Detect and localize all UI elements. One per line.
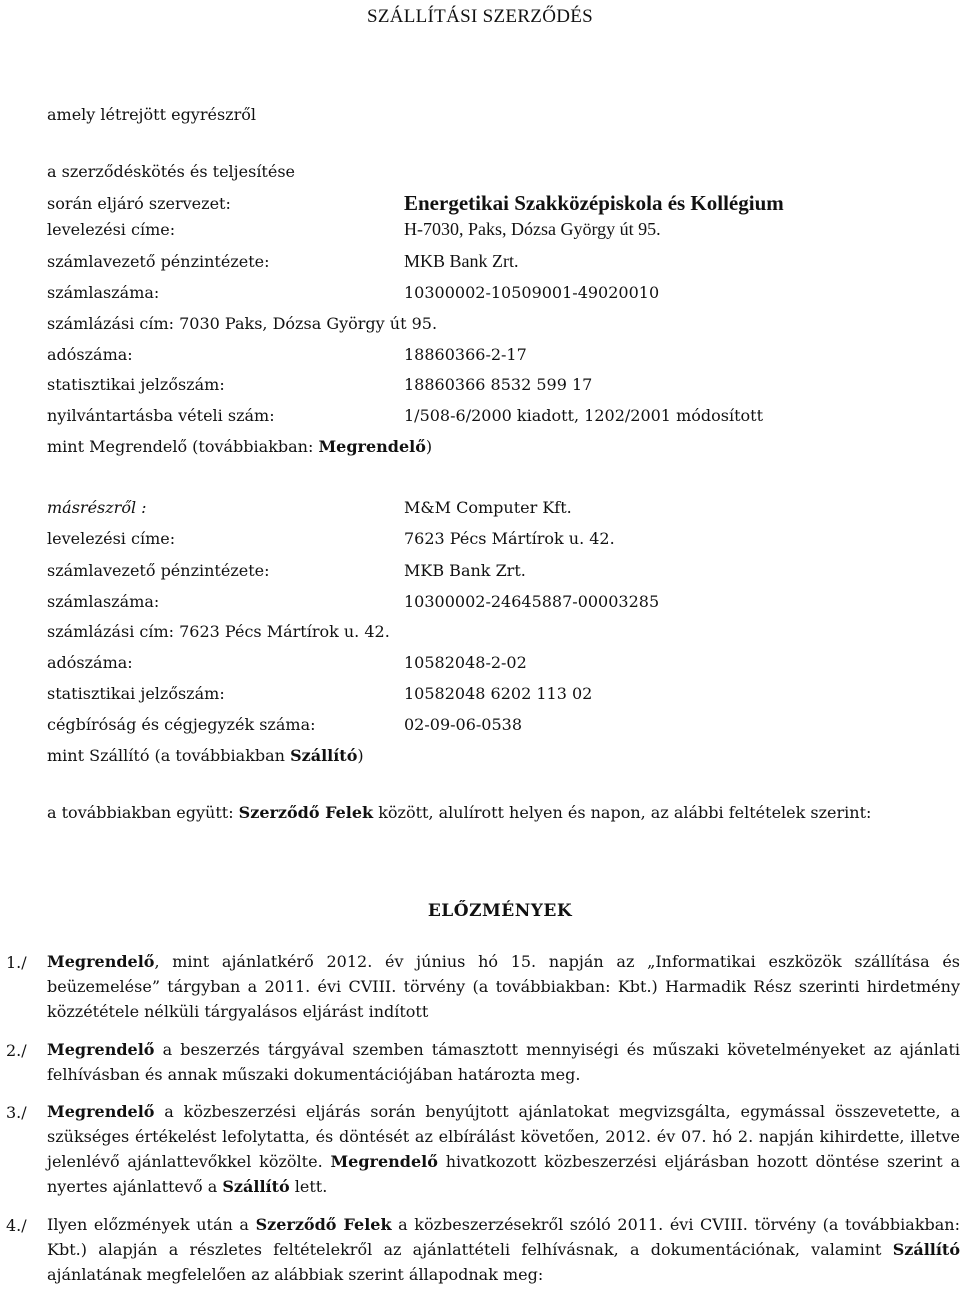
seller-stat: 10582048 6202 113 02 (404, 684, 593, 703)
seller-billing-address: számlázási cím: 7623 Pécs Mártírok u. 42. (47, 622, 390, 641)
designation-name: Megrendelő (318, 437, 426, 456)
item-body: hivatkozott közbeszerzési eljárásban hozott döntése szerint a nyertes ajánlattevő a (47, 1152, 960, 1196)
seller-tax-label: adószáma: (47, 653, 133, 672)
intro-text: amely létrejött egyrészről (47, 105, 256, 124)
item-body: a közbeszerzési eljárás során benyújtott ajánlatokat megvizsgálta, egymással összevetette, a szükséges értékelést lefolytatta, és döntését az elbírálást követően, 2012. év 07. hó 2. napján kihirdette, illetve jelenlévő ajánlattevőkkel közölte. (47, 1102, 960, 1171)
item-number: 3./ (6, 1103, 27, 1122)
item-bold: Megrendelő (47, 1040, 155, 1059)
parties-clause (47, 805, 871, 821)
item-number: 2./ (6, 1041, 27, 1060)
item-body: , mint ajánlatkérő 2012. év június hó 15. napján az „Informatikai eszközök szállítása és beüzemelése” tárgyban a 2011. évi CVIII. törvény (a továbbiakban: Kbt.) Harmadik Rész szerinti hirdetmény közzététele nélküli tárgyalásos eljárást indított (47, 952, 960, 1021)
buyer-address: H-7030, Paks, Dózsa György út 95. (404, 219, 661, 239)
seller-address-label: levelezési címe: (47, 529, 176, 548)
item-bold: Megrendelő (47, 952, 155, 971)
seller-bank-label: számlavezető pénzintézete: (47, 561, 270, 580)
buyer-tax-label: adószáma: (47, 345, 133, 364)
parties-suffix: között, alulírott helyen és napon, az alábbi feltételek szerint: (373, 803, 872, 822)
seller-stat-label: statisztikai jelzőszám: (47, 684, 225, 703)
buyer-designation (47, 439, 432, 455)
buyer-account: 10300002-10509001-49020010 (404, 283, 660, 302)
designation-suffix: ) (425, 437, 433, 456)
item-body: a beszerzés tárgyával szemben támasztott mennyiségi és műszaki követelményeket az ajánlati felhívásban és annak műszaki dokumentációjában határozta meg. (47, 1040, 960, 1084)
parties-prefix: a továbbiakban együtt: (47, 803, 239, 822)
item-bold: Megrendelő (47, 1102, 155, 1121)
seller-designation (47, 748, 364, 764)
seller-name: M&M Computer Kft. (404, 498, 572, 517)
buyer-org-label: során eljáró szervezet: (47, 194, 231, 213)
buyer-org-name: Energetikai Szakközépiskola és Kollégium (404, 191, 784, 215)
seller-court-label: cégbíróság és cégjegyzék száma: (47, 715, 316, 734)
document-title: SZÁLLÍTÁSI SZERZŐDÉS (366, 6, 594, 27)
parties-name: Szerződő Felek (238, 803, 374, 822)
section-heading: ELŐZMÉNYEK (427, 901, 573, 921)
item-text (47, 1099, 960, 1199)
seller-account: 10300002-24645887-00003285 (404, 592, 660, 611)
seller-court: 02-09-06-0538 (404, 715, 523, 734)
item-number: 1./ (6, 953, 27, 972)
buyer-reg-label: nyilvántartásba vételi szám: (47, 406, 275, 425)
buyer-bank: MKB Bank Zrt. (404, 251, 519, 271)
item-number: 4./ (6, 1216, 27, 1235)
item-bold: Megrendelő (330, 1152, 438, 1171)
item-body: ajánlatának megfelelően az alábbiak szerint állapodnak meg: (47, 1265, 544, 1284)
designation-prefix: mint Szállító (a továbbiakban (47, 746, 291, 765)
buyer-bank-label: számlavezető pénzintézete: (47, 252, 270, 271)
designation-suffix: ) (357, 746, 364, 765)
buyer-billing-address: számlázási cím: 7030 Paks, Dózsa György út 95. (47, 314, 438, 333)
buyer-stat-label: statisztikai jelzőszám: (47, 375, 225, 394)
seller-tax: 10582048-2-02 (404, 653, 527, 672)
item-text (47, 1212, 960, 1287)
seller-address: 7623 Pécs Mártírok u. 42. (404, 529, 615, 548)
item-body: lett. (289, 1177, 328, 1196)
item-bold: Szállító (892, 1240, 960, 1259)
seller-account-label: számlaszáma: (47, 592, 160, 611)
seller-bank: MKB Bank Zrt. (404, 561, 526, 580)
designation-prefix: mint Megrendelő (továbbiakban: (47, 437, 319, 456)
item-text (47, 949, 960, 1024)
designation-name: Szállító (290, 746, 358, 765)
seller-other-label-text: másrészről : (47, 498, 147, 517)
buyer-account-label: számlaszáma: (47, 283, 160, 302)
buyer-address-label: levelezési címe: (47, 220, 176, 239)
item-bold: Szállító (222, 1177, 290, 1196)
item-text (47, 1037, 960, 1087)
item-body: Ilyen előzmények után a (47, 1215, 256, 1234)
item-body: a közbeszerzésekről szóló 2011. évi CVIII. törvény (a továbbiakban: Kbt.) alapján a részletes feltételekről az ajánlattételi felhívásnak, a dokumentációnak, valamint (47, 1215, 960, 1259)
seller-other-label (47, 500, 147, 516)
item-bold: Szerződő Felek (255, 1215, 392, 1234)
buyer-tax: 18860366-2-17 (404, 345, 527, 364)
buyer-reg: 1/508-6/2000 kiadott, 1202/2001 módosított (404, 406, 763, 425)
intro-text-2: a szerződéskötés és teljesítése (47, 162, 296, 181)
buyer-stat: 18860366 8532 599 17 (404, 375, 593, 394)
